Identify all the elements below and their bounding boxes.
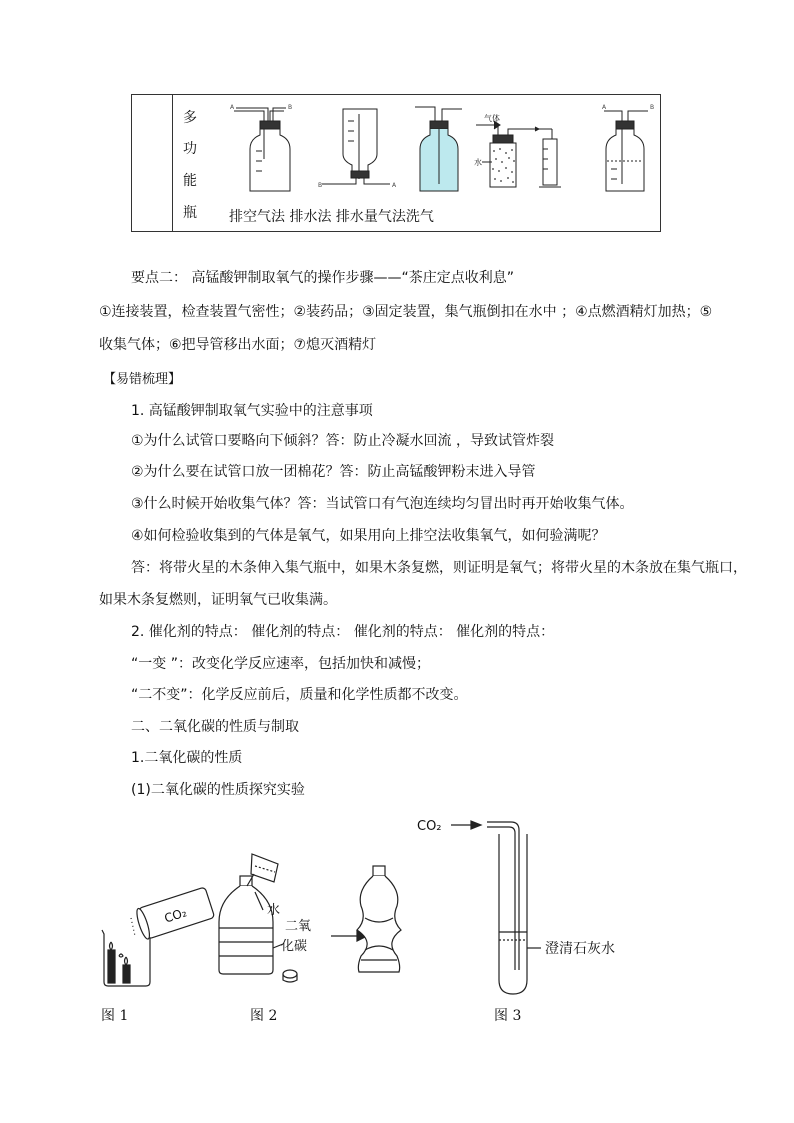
svg-text:B: B (288, 104, 293, 111)
fig1-label: 图 1 (101, 1008, 129, 1024)
svg-text:水: 水 (474, 158, 482, 167)
item1-q1: ①为什么试管口要略向下倾斜？答：防止冷凝水回流 ，导致试管炸裂 (131, 433, 554, 449)
bottle-water-method (318, 109, 397, 189)
co2-experiment-figures (95, 810, 655, 1000)
section2-sub1: 1.二氧化碳的性质 (131, 750, 243, 766)
bottle-air-method (230, 104, 292, 191)
bottle-water-volume (415, 107, 462, 191)
fig3-label: 图 3 (494, 1008, 522, 1024)
item1-q3: ③什么时候开始收集气体？答：当试管口有气泡连续均匀冒出时再开始收集气体。 (131, 496, 634, 512)
fig2-label: 图 2 (250, 1008, 278, 1024)
item1-answer-line2: 如果木条复燃则，证明氧气已收集满。 (99, 592, 337, 608)
svg-text:A: A (602, 104, 607, 111)
gas-volume-apparatus (474, 113, 561, 187)
fig2-plastic-bottle (219, 854, 311, 982)
bottle-method-captions: 排空气法 排水法 排水量气法洗气 (229, 209, 434, 225)
section2-title: 二、二氧化碳的性质与制取 (131, 719, 299, 735)
multifunction-bottle-table (131, 94, 661, 232)
item1-q4: ④如何检验收集到的气体是氧气，如果用向上排空法收集氧气，如何验满呢？ (131, 528, 606, 544)
co2-cn-line2: 化碳 (281, 939, 308, 954)
svg-text:B: B (650, 104, 655, 111)
item2-point2: “二不变”：化学反应前后，质量和化学性质都不改变。 (131, 687, 468, 703)
point2-steps-line2: 收集气体；⑥把导管移出水面；⑦熄灭酒精灯 (99, 337, 377, 353)
section2-sub2: (1)二氧化碳的性质探究实验 (131, 782, 305, 798)
svg-text:气体: 气体 (484, 114, 500, 123)
row-label-char: 瓶 (183, 205, 197, 221)
row-label-char: 功 (183, 141, 197, 157)
fig3-limewater-tube (417, 819, 615, 994)
co2-cn-line1: 二氧 (285, 919, 312, 934)
bottle-diagrams (230, 99, 660, 199)
co2-can-label: CO₂ (162, 905, 189, 926)
water-label: 水 (267, 903, 281, 918)
svg-text:A: A (392, 182, 397, 189)
errors-header: 【易错梳理】 (103, 372, 182, 387)
item1-q2: ②为什么要在试管口放一团棉花？答：防止高锰酸钾粉末进入导管 (131, 464, 536, 480)
item2-title: 2. 催化剂的特点： 催化剂的特点： 催化剂的特点： 催化剂的特点： (131, 624, 555, 640)
point2-steps-line1: ①连接装置，检查装置气密性；②装药品；③固定装置，集气瓶倒扣在水中 ；④点燃酒精灯加热；⑤ (99, 304, 713, 320)
fig1-beaker-candles (102, 887, 215, 986)
row-label-char: 多 (183, 110, 197, 126)
item1-title: 1. 高锰酸钾制取氧气实验中的注意事项 (131, 403, 373, 419)
bottle-gas-washing (602, 104, 654, 191)
table-divider (172, 95, 173, 231)
svg-text:A: A (230, 104, 235, 111)
svg-text:B: B (318, 182, 323, 189)
row-label-char: 能 (183, 173, 197, 189)
item2-point1: “一变 ”：改变化学反应速率，包括加快和减慢； (131, 656, 430, 672)
item1-answer-line1: 答：将带火星的木条伸入集气瓶中，如果木条复燃，则证明是氧气；将带火星的木条放在集气瓶口， (131, 560, 747, 576)
limewater-label: 澄清石灰水 (545, 941, 615, 957)
fig2-deformed-bottle (357, 866, 401, 972)
point2-title: 要点二： 高锰酸钾制取氧气的操作步骤——“茶庄定点收利息” (131, 270, 514, 286)
co2-label: CO₂ (417, 819, 442, 834)
